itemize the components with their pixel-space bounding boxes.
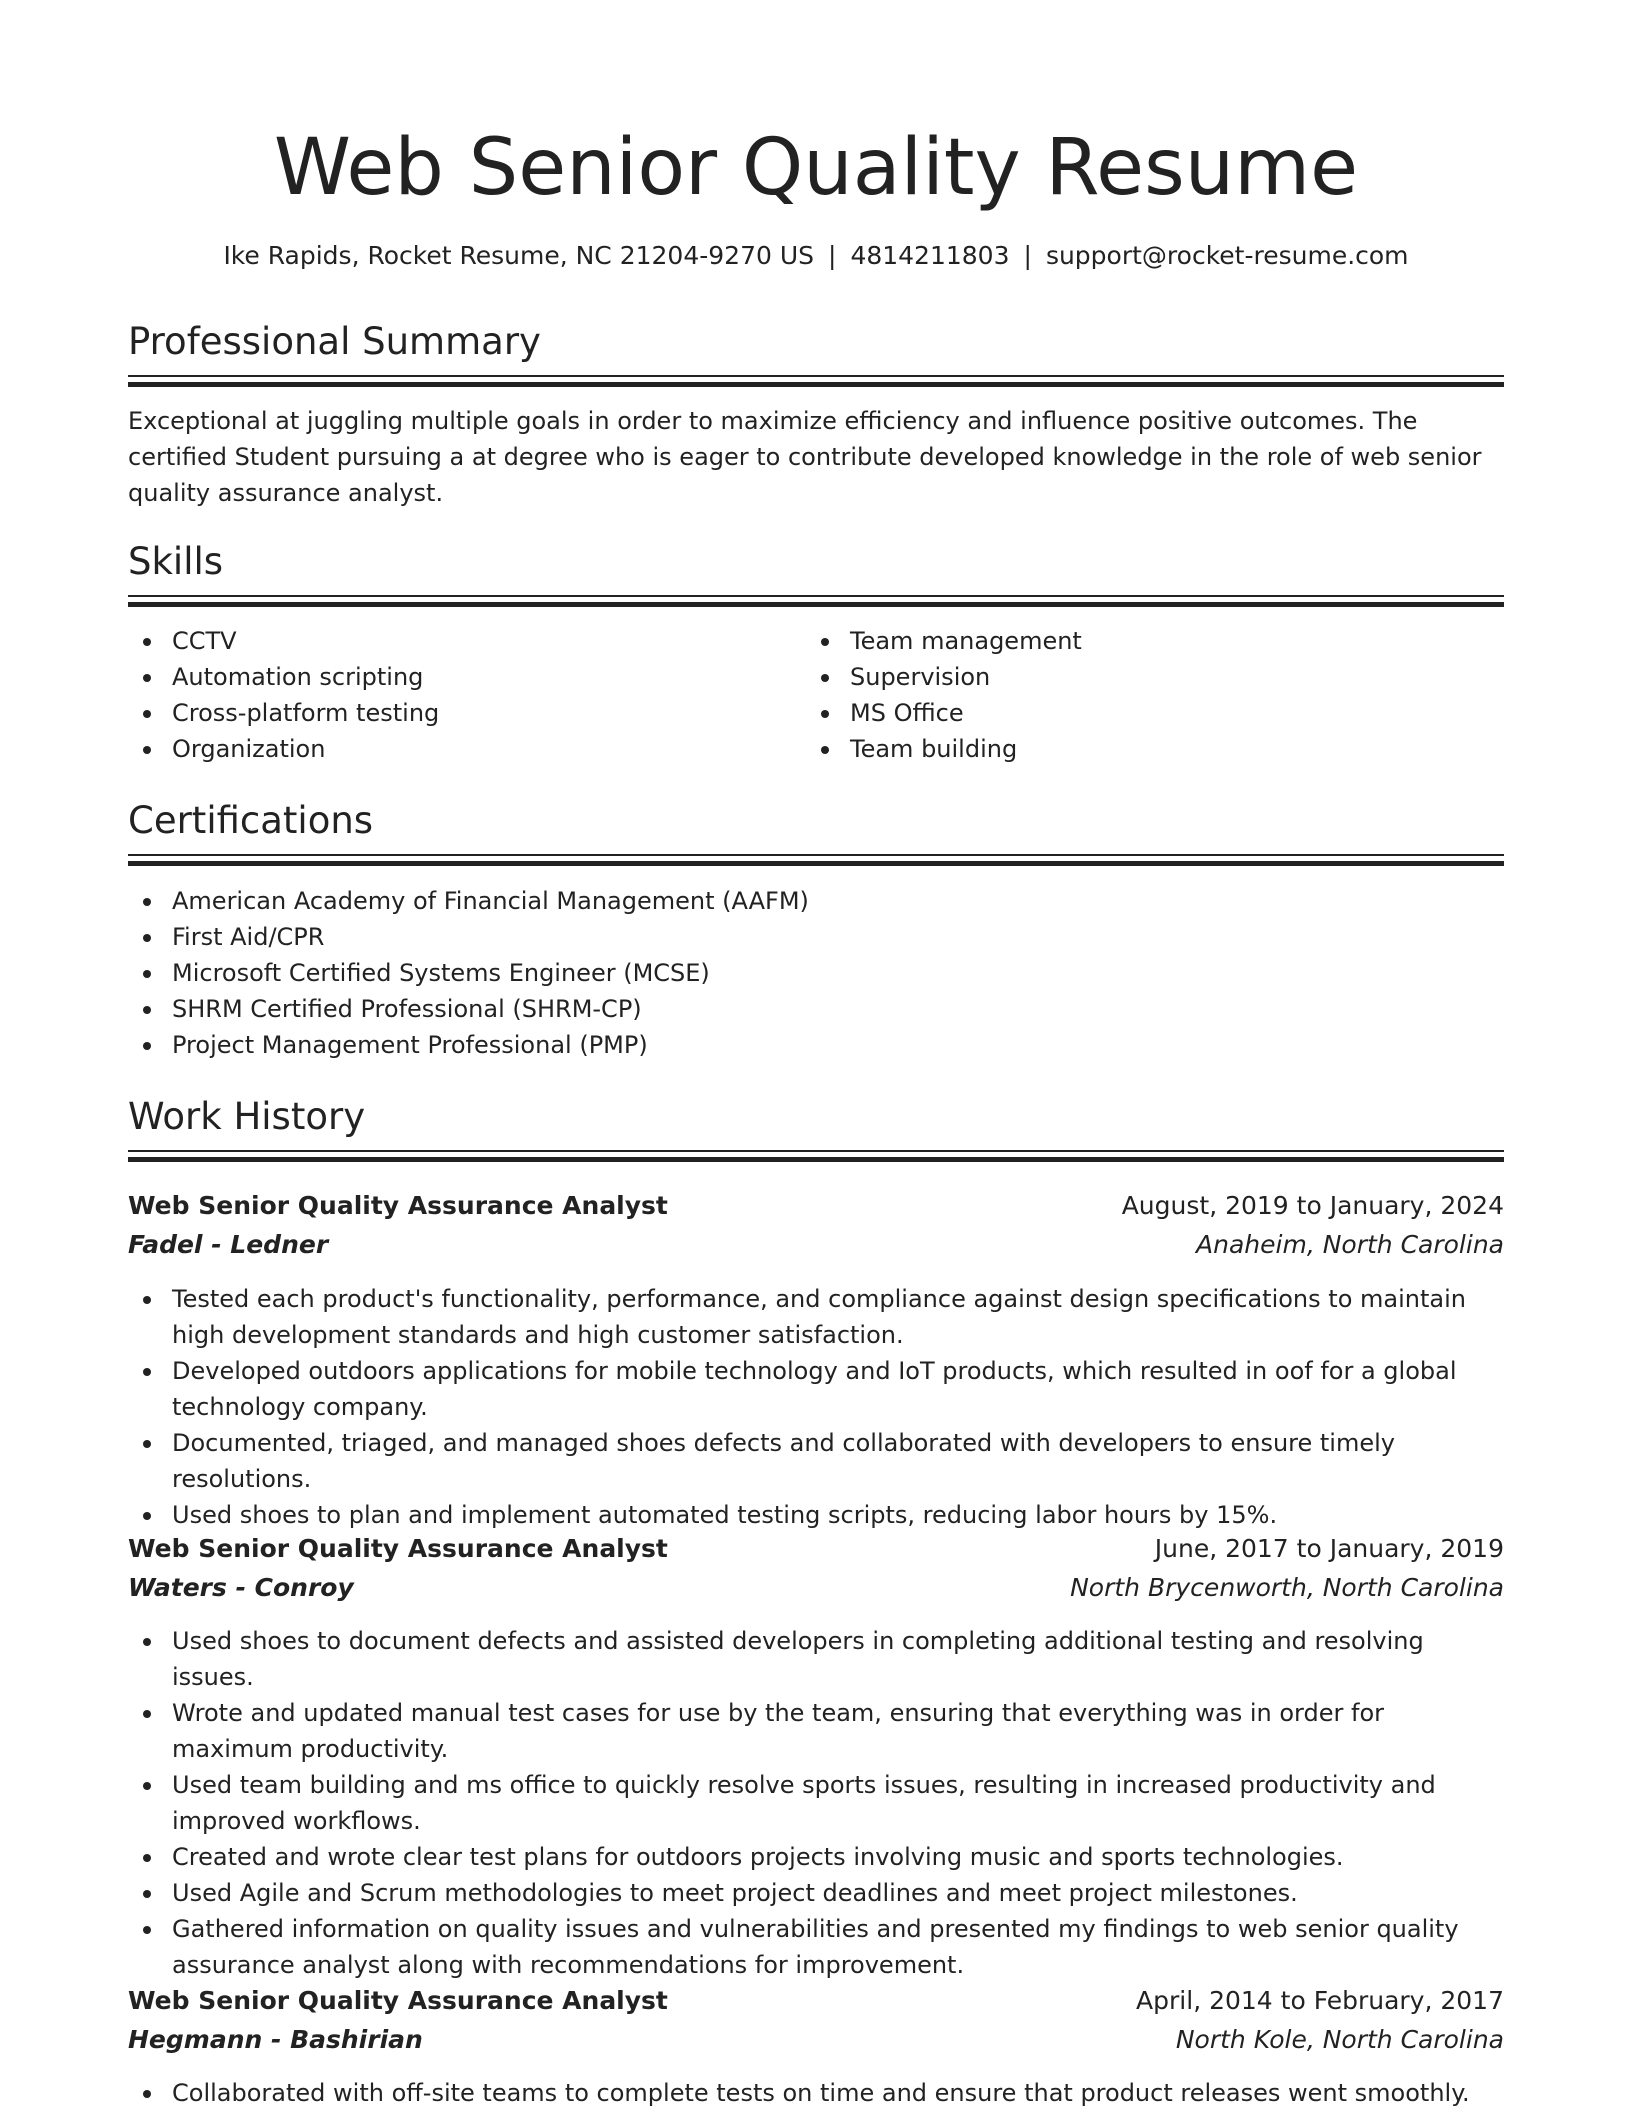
job-bullet: Used shoes to document defects and assisted developers in completing additional testing and resolving issues. bbox=[172, 1623, 1504, 1695]
job-dates: April, 2014 to February, 2017 bbox=[1136, 1986, 1504, 2015]
job-dates: August, 2019 to January, 2024 bbox=[1121, 1191, 1504, 1220]
job-bullet: Developed outdoors applications for mobile technology and IoT products, which resulted in oof for a global technology company. bbox=[172, 1353, 1504, 1425]
contact-line bbox=[128, 238, 1504, 274]
job-dates: June, 2017 to January, 2019 bbox=[1154, 1534, 1504, 1563]
section-divider bbox=[128, 375, 1504, 387]
job-bullet: Created and wrote clear test plans for outdoors projects involving music and sports technologies. bbox=[172, 1839, 1504, 1875]
job-company: Hegmann - Bashirian bbox=[128, 2025, 423, 2054]
job-location: North Kole, North Carolina bbox=[1175, 2025, 1504, 2054]
skill-item: Supervision bbox=[850, 659, 1500, 695]
section-title-summary: Professional Summary bbox=[128, 320, 541, 363]
job-company: Waters - Conroy bbox=[128, 1573, 354, 1602]
section-divider bbox=[128, 854, 1504, 866]
certification-item: American Academy of Financial Management (AAFM) bbox=[172, 883, 1504, 919]
job-company: Fadel - Ledner bbox=[128, 1230, 329, 1259]
skills-list-right bbox=[806, 623, 1500, 767]
skills-list-left bbox=[128, 623, 792, 767]
job-title: Web Senior Quality Assurance Analyst bbox=[128, 1534, 668, 1563]
resume-title: Web Senior Quality Resume bbox=[273, 123, 1359, 213]
job-location: North Brycenworth, North Carolina bbox=[1070, 1573, 1504, 1602]
section-divider bbox=[128, 1150, 1504, 1162]
contact-separator: | bbox=[828, 241, 837, 270]
job-bullet: Used team building and ms office to quickly resolve sports issues, resulting in increased productivity and improved workflows. bbox=[172, 1767, 1504, 1839]
contact-phone: 4814211803 bbox=[850, 241, 1010, 270]
contact-address: Ike Rapids, Rocket Resume, NC 21204-9270 US bbox=[223, 241, 814, 270]
skill-item: CCTV bbox=[172, 623, 792, 659]
skill-item: Team management bbox=[850, 623, 1500, 659]
job-bullet: Used shoes to plan and implement automated testing scripts, reducing labor hours by 15%. bbox=[172, 1497, 1504, 1533]
section-divider bbox=[128, 595, 1504, 607]
skill-item: Cross-platform testing bbox=[172, 695, 792, 731]
job-bullet: Documented, triaged, and managed shoes defects and collaborated with developers to ensure timely resolutions. bbox=[172, 1425, 1504, 1497]
certification-item: Microsoft Certified Systems Engineer (MCSE) bbox=[172, 955, 1504, 991]
certifications-list bbox=[128, 883, 1504, 1063]
certification-item: Project Management Professional (PMP) bbox=[172, 1027, 1504, 1063]
section-title-certifications: Certifications bbox=[128, 799, 374, 842]
job-bullet: Tested each product's functionality, performance, and compliance against design specifications to maintain high development standards and high customer satisfaction. bbox=[172, 1281, 1504, 1353]
job-bullet: Gathered information on quality issues and vulnerabilities and presented my findings to web senior quality assurance analyst along with recommendations for improvement. bbox=[172, 1911, 1504, 1983]
job-bullets bbox=[128, 1281, 1504, 1533]
section-title-skills: Skills bbox=[128, 540, 224, 583]
job-title: Web Senior Quality Assurance Analyst bbox=[128, 1986, 668, 2015]
skill-item: Organization bbox=[172, 731, 792, 767]
job-bullet: Used Agile and Scrum methodologies to meet project deadlines and meet project milestones. bbox=[172, 1875, 1504, 1911]
job-location: Anaheim, North Carolina bbox=[1196, 1230, 1504, 1259]
job-bullets bbox=[128, 2075, 1504, 2111]
job-title: Web Senior Quality Assurance Analyst bbox=[128, 1191, 668, 1220]
skill-item: MS Office bbox=[850, 695, 1500, 731]
skill-item: Team building bbox=[850, 731, 1500, 767]
summary-text: Exceptional at juggling multiple goals in order to maximize efficiency and influence positive outcomes. The certified Student pursuing a at degree who is eager to contribute developed knowledge in the role of web senior quality assurance analyst. bbox=[128, 407, 1482, 507]
section-title-work-history: Work History bbox=[128, 1095, 366, 1138]
skill-item: Automation scripting bbox=[172, 659, 792, 695]
job-bullets bbox=[128, 1623, 1504, 1983]
job-bullet: Wrote and updated manual test cases for use by the team, ensuring that everything was in order for maximum productivity. bbox=[172, 1695, 1504, 1767]
certification-item: First Aid/CPR bbox=[172, 919, 1504, 955]
contact-separator: | bbox=[1023, 241, 1032, 270]
contact-email[interactable]: support@rocket-resume.com bbox=[1045, 241, 1409, 270]
job-bullet: Collaborated with off-site teams to complete tests on time and ensure that product releases went smoothly. bbox=[172, 2075, 1504, 2111]
certification-item: SHRM Certified Professional (SHRM-CP) bbox=[172, 991, 1504, 1027]
